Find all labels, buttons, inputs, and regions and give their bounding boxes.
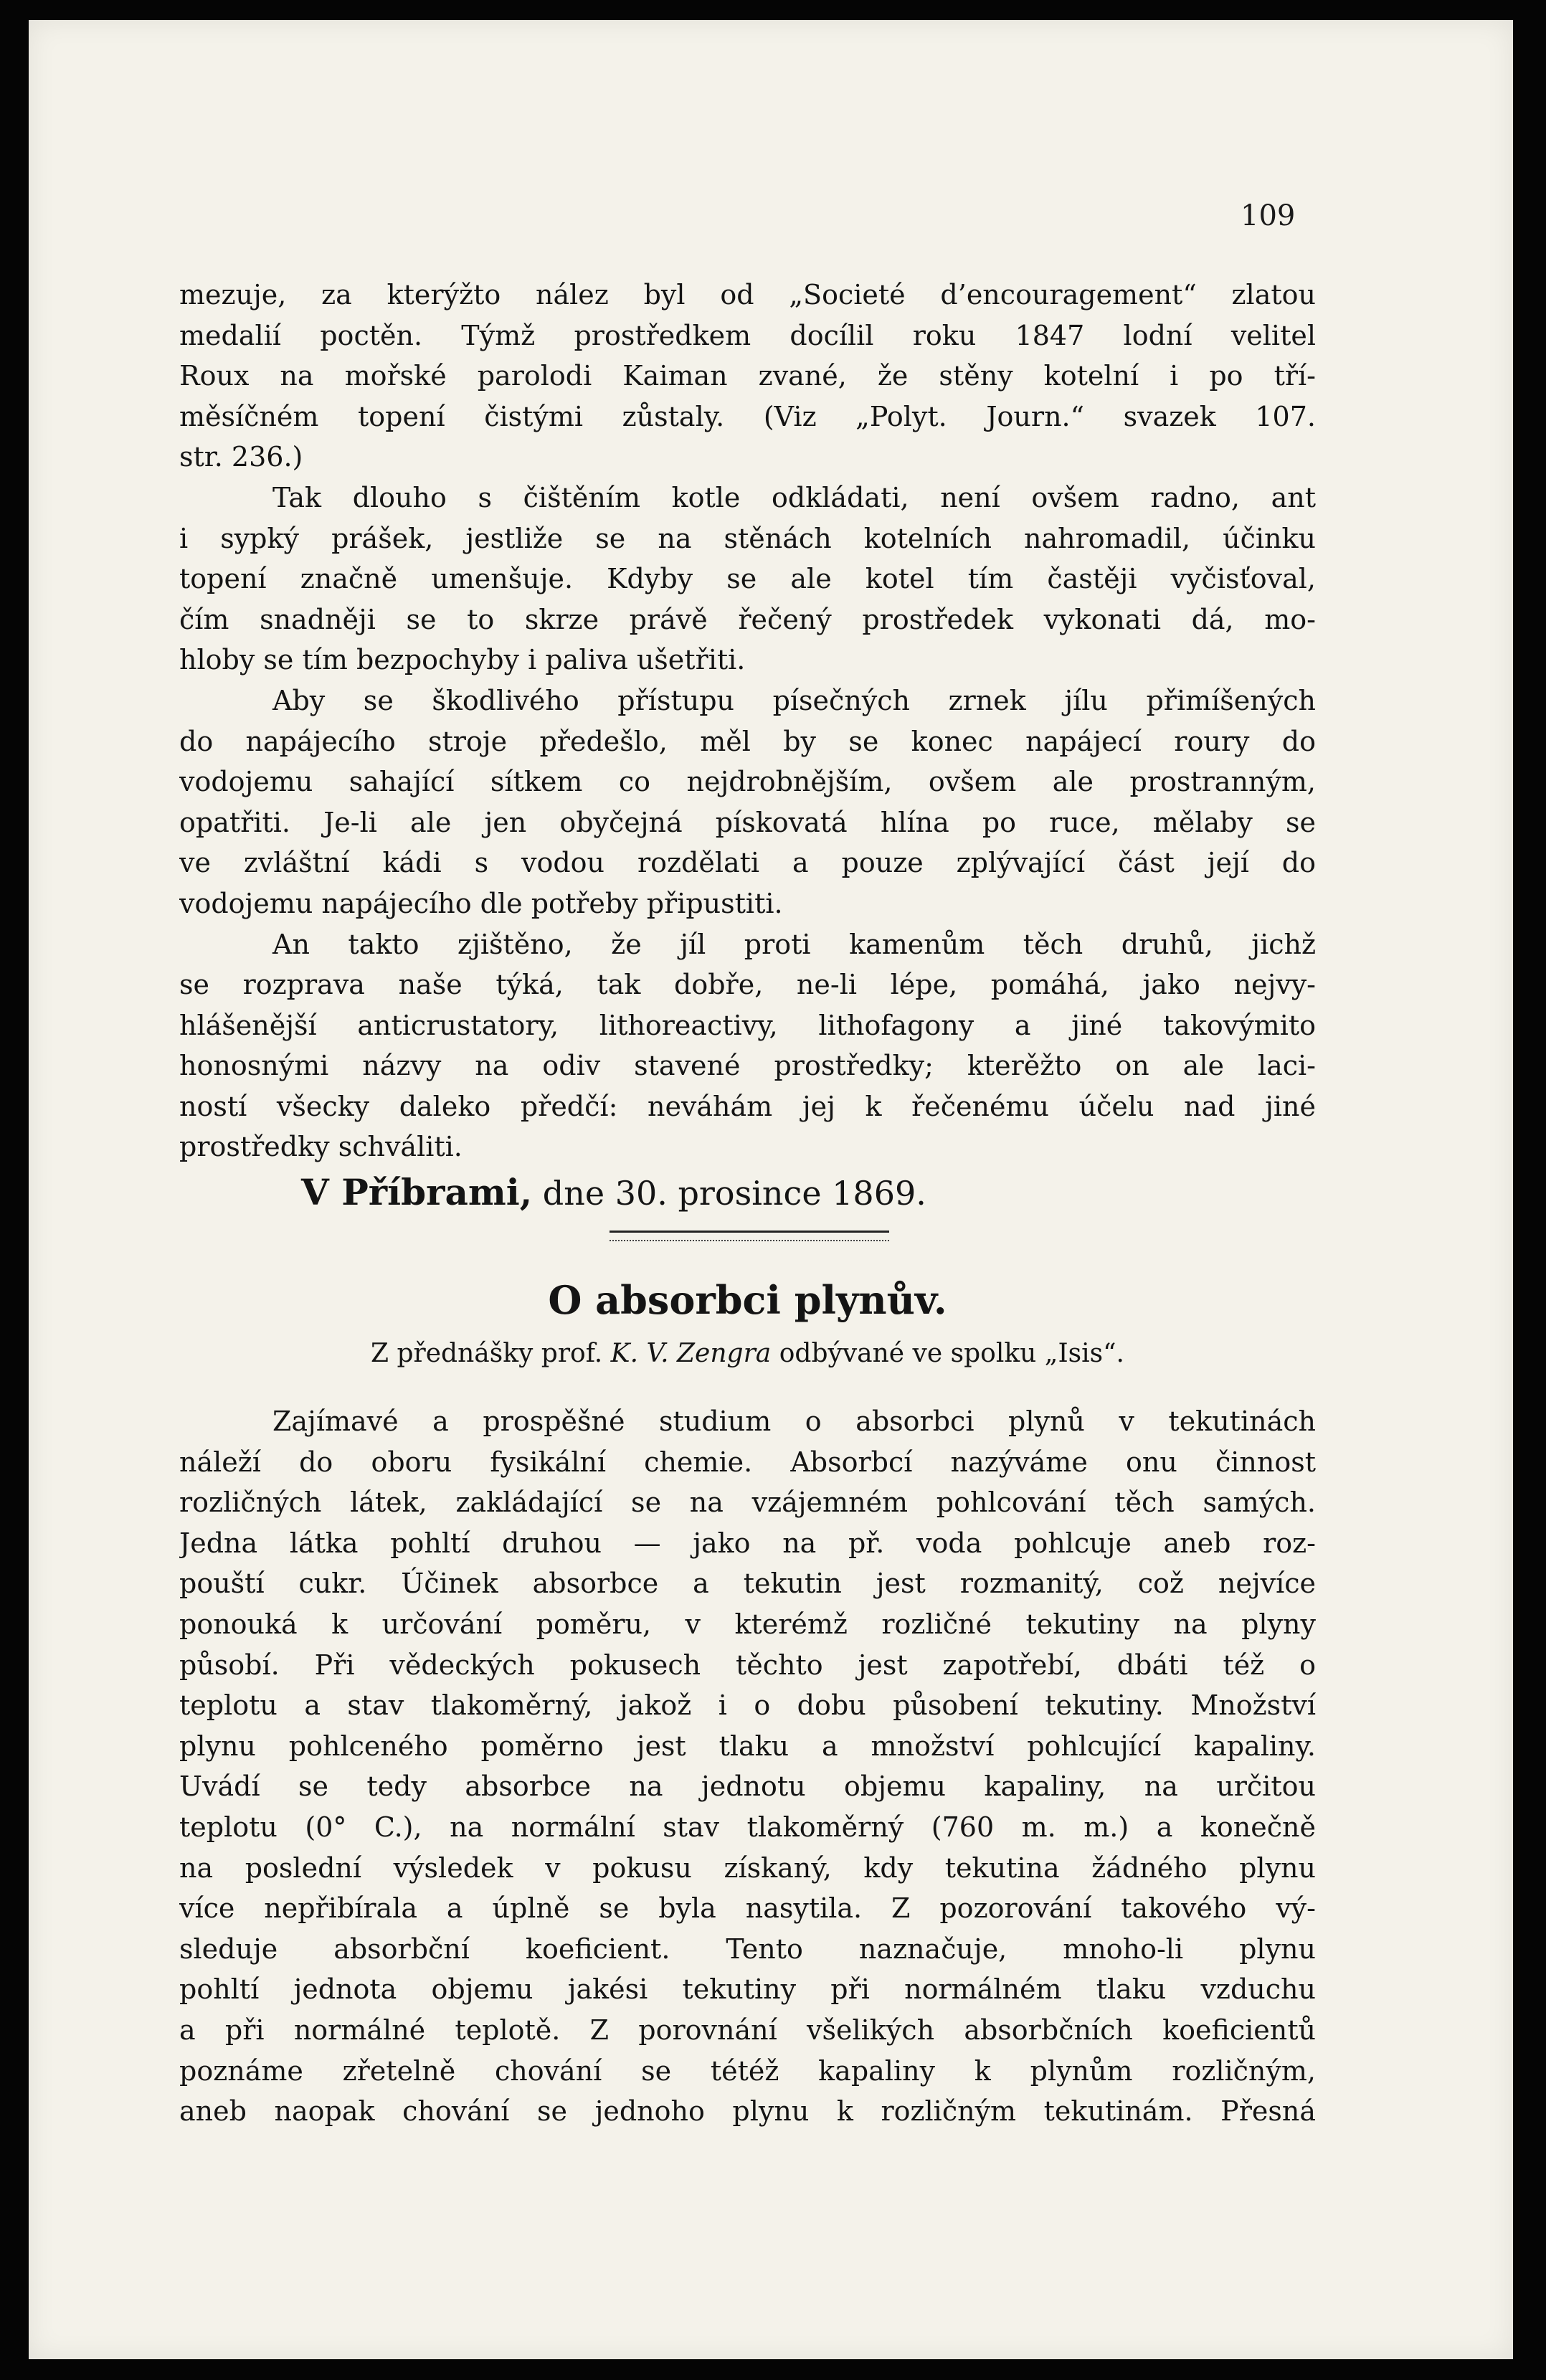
text-line: medalií poctěn. Týmž prostředkem docílil roku 1847 lodní velitel — [179, 319, 1316, 351]
text-line: poznáme zřetelně chování se tétéž kapaliny k plynům rozličným, — [179, 2054, 1316, 2087]
text-line: Roux na mořské parolodi Kaiman zvané, že stěny kotelní i po tří- — [179, 360, 1316, 392]
paragraph-cleaning — [179, 478, 1316, 681]
article-subtitle — [179, 1332, 1316, 1383]
book-page — [29, 20, 1513, 2359]
article-title: O absorbci plynův. — [548, 1277, 947, 1324]
text-line: pouští cukr. Účinek absorbce a tekutin jest rozmanitý, což nejvíce — [179, 1568, 1316, 1600]
text-line: An takto zjištěno, že jíl proti kamenům těch druhů, jichž — [272, 928, 1316, 960]
page-text — [179, 275, 1316, 2132]
text-line: do napájecího stroje předešlo, měl by se konec napájecí roury do — [179, 725, 1316, 757]
text-line: aneb naopak chování se jednoho plynu k rozličným tekutinám. Přesná — [179, 2095, 1316, 2128]
text-line: náleží do oboru fysikální chemie. Absorbcí nazýváme onu činnost — [179, 1446, 1316, 1478]
subtitle-prefix: Z přednášky prof. — [371, 1339, 603, 1369]
section-separator — [179, 1218, 1316, 1261]
text-line: rozličných látek, zakládající se na vzájemném pohlcování těch samých. — [179, 1487, 1316, 1519]
text-line: Jedna látka pohltí druhou — jako na př. voda pohlcuje aneb roz- — [179, 1527, 1316, 1559]
paragraph-conclusion — [179, 924, 1316, 1168]
place-and-date — [301, 1167, 1316, 1218]
text-line: vodojemu sahající sítkem co nejdrobnějším, ovšem ale prostranným, — [179, 766, 1316, 798]
text-line: se rozprava naše týká, tak dobře, ne-li lépe, pomáhá, jako nejvy- — [179, 969, 1316, 1001]
text-line: teplotu a stav tlakoměrný, jakož i o dobu působení tekutiny. Množství — [179, 1689, 1316, 1722]
text-line: plynu pohlceného poměrno jest tlaku a množství pohlcující kapaliny. — [179, 1730, 1316, 1762]
text-line: a při normálné teplotě. Z porovnání všelikých absorbčních koeficientů — [179, 2014, 1316, 2046]
text-line: honosnými názvy na odiv stavené prostředky; kterěžto on ale laci- — [179, 1050, 1316, 1082]
text-line: čím snadněji se to skrze právě řečený prostředek vykonati dá, mo- — [179, 603, 1316, 635]
text-line: i sypký prášek, jestliže se na stěnách kotelních nahromadil, účinku — [179, 522, 1316, 554]
text-line: ve zvláštní kádi s vodou rozdělati a pouze zplývající část její do — [179, 847, 1316, 879]
page-number: 109 — [1241, 199, 1296, 232]
text-line: více nepřibírala a úplně se byla nasytila. Z pozorování takového vý- — [179, 1892, 1316, 1925]
place: V Příbrami, — [301, 1171, 533, 1214]
text-line: str. 236.) — [179, 441, 303, 473]
text-line: sleduje absorbční koeficient. Tento naznačuje, mnoho-li plynu — [179, 1933, 1316, 1965]
text-line: hloby se tím bezpochyby i paliva ušetřiti. — [179, 644, 746, 676]
text-line: Zajímavé a prospěšné studium o absorbci plynů v tekutinách — [272, 1405, 1316, 1438]
text-line: prostředky schváliti. — [179, 1131, 463, 1163]
text-line: Tak dlouho s čištěním kotle odkládati, není ovšem radno, ant — [272, 481, 1316, 513]
text-line: hlášenější anticrustatory, lithoreactivy, lithofagony a jiné takovýmito — [179, 1009, 1316, 1041]
text-line: ností všecky daleko předčí: neváhám jej k řečenému účelu nad jiné — [179, 1090, 1316, 1122]
text-line: topení značně umenšuje. Kdyby se ale kotel tím častěji vyčisťoval, — [179, 563, 1316, 595]
text-line: Aby se škodlivého přístupu písečných zrnek jílu přimíšených — [272, 684, 1316, 716]
paragraph-roux — [179, 275, 1316, 478]
text-line: Uvádí se tedy absorbce na jednotu objemu kapaliny, na určitou — [179, 1770, 1316, 1803]
text-line: ponouká k určování poměru, v kterémž rozličné tekutiny na plyny — [179, 1608, 1316, 1641]
paragraph-clay — [179, 681, 1316, 924]
text-line: měsíčném topení čistými zůstaly. (Viz „Polyt. Journ.“ svazek 107. — [179, 400, 1316, 432]
date: dne 30. prosince 1869. — [542, 1174, 926, 1213]
text-line: mezuje, za kterýžto nález byl od „Societé d’encouragement“ zlatou — [179, 279, 1316, 310]
text-line: vodojemu napájecího dle potřeby připustiti. — [179, 887, 783, 919]
text-line: působí. Při vědeckých pokusech těchto jest zapotřebí, dbáti též o — [179, 1649, 1316, 1681]
paragraph-absorption — [179, 1401, 1316, 2132]
text-line: pohltí jednota objemu jakési tekutiny při normálném tlaku vzduchu — [179, 1973, 1316, 2006]
subtitle-suffix: odbývané ve spolku „Isis“. — [779, 1339, 1124, 1369]
text-line: teplotu (0° C.), na normální stav tlakoměrný (760 m. m.) a konečně — [179, 1811, 1316, 1843]
text-line: opatřiti. Je-li ale jen obyčejná pískovatá hlína po ruce, mělaby se — [179, 806, 1316, 838]
separator-rule — [610, 1231, 889, 1241]
text-line: na poslední výsledek v pokusu získaný, kdy tekutina žádného plynu — [179, 1852, 1316, 1884]
lecturer-name: K. V. Zengra — [610, 1339, 772, 1369]
